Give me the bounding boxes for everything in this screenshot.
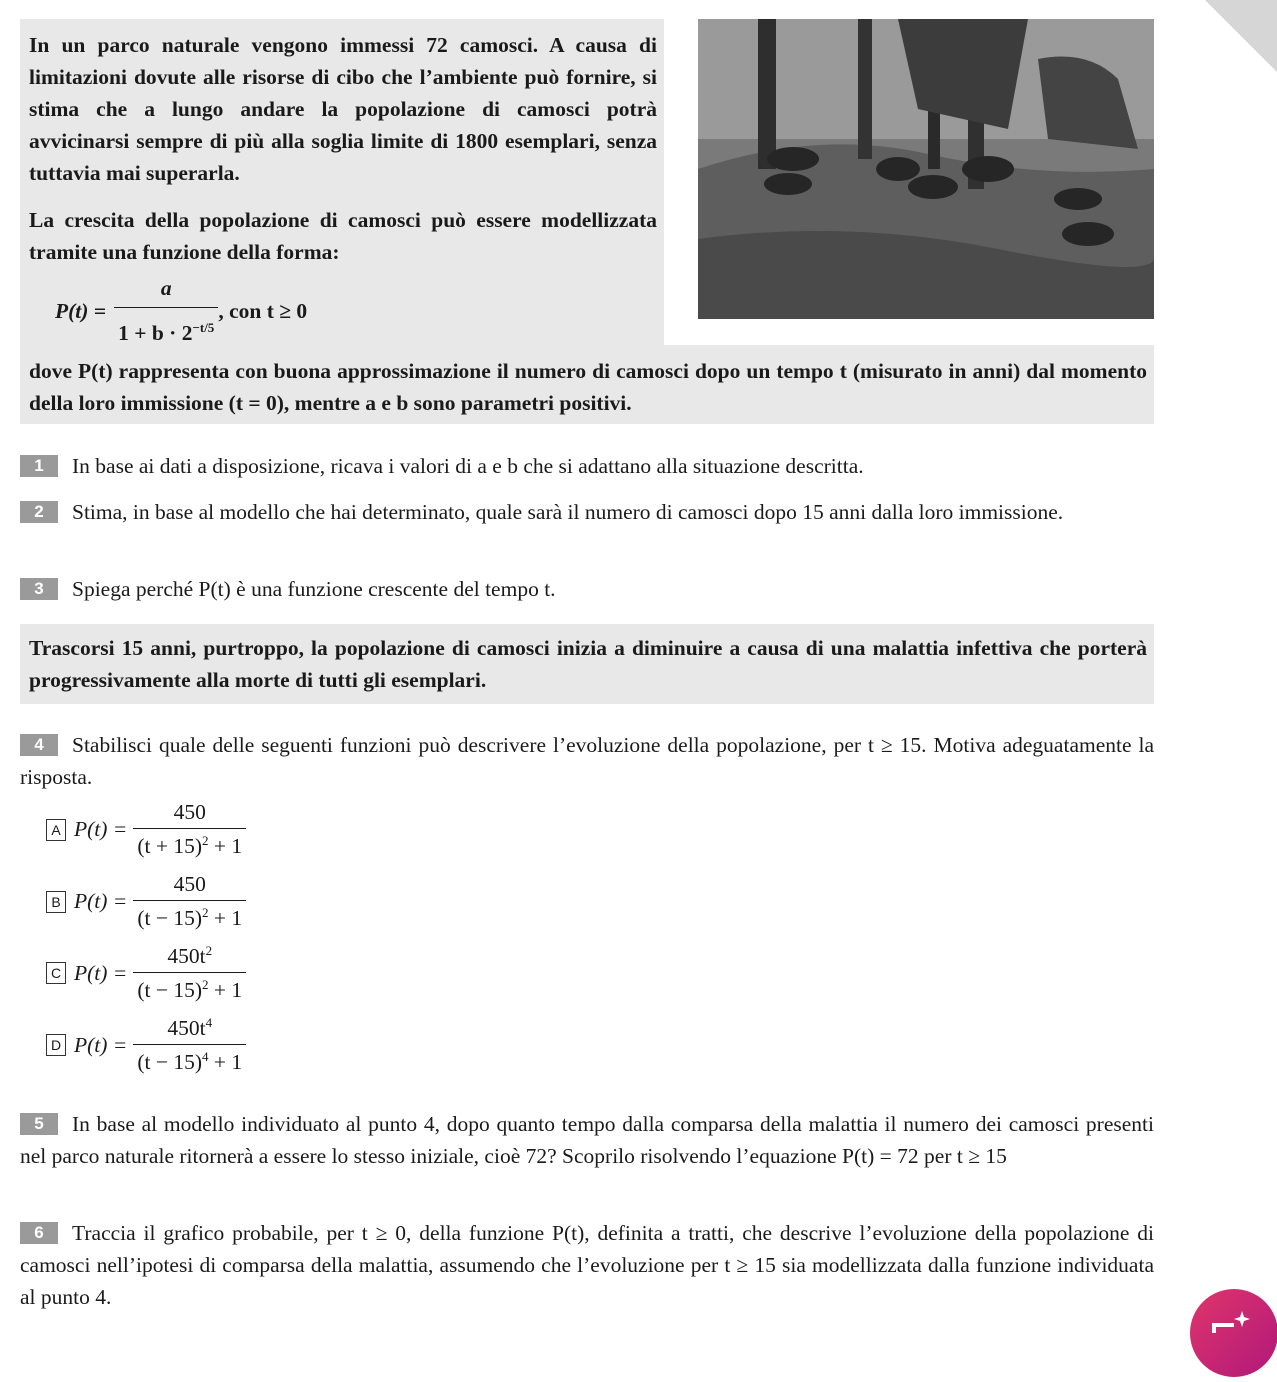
question-number-6: 6	[20, 1222, 58, 1244]
option-b-denominator	[133, 901, 246, 931]
edit-sparkle-icon	[1190, 1289, 1277, 1377]
question-2-text: Stima, in base al modello che hai determinato, quale sarà il numero di camosci dopo 15 anni dalla loro immissione.	[72, 500, 1064, 524]
formula-condition: , con t ≥ 0	[218, 298, 308, 323]
question-1-text: In base ai dati a disposizione, ricava i valori di a e b che si adattano alla situazione descritta.	[72, 454, 864, 478]
option-d-den-tail: + 1	[208, 1050, 243, 1075]
chamois-photo-illustration	[698, 19, 1154, 319]
question-1	[20, 450, 1154, 482]
question-number-4: 4	[20, 734, 58, 756]
option-c-num-base: 450t	[167, 944, 206, 969]
option-d-numerator	[133, 1015, 246, 1045]
option-d-den-base: (t − 15)	[137, 1050, 202, 1075]
option-d-denominator	[133, 1045, 246, 1075]
question-5	[20, 1108, 1154, 1172]
option-a-den-tail: + 1	[208, 834, 243, 859]
option-d-num-base: 450t	[167, 1016, 206, 1041]
option-letter-d: D	[46, 1034, 66, 1056]
option-b-numerator: 450	[133, 872, 246, 901]
option-a[interactable]	[46, 800, 246, 859]
option-c-den-base: (t − 15)	[137, 978, 202, 1003]
intro-paragraph-1: In un parco naturale vengono immessi 72 camosci. A causa di limitazioni dovute alle risorse di cibo che l’ambiente può fornire, si stima che a lungo andare la popolazione di camosci potrà avvicinarsi sempre di più alla soglia limite di 1800 esemplari, senza tuttavia mai superarla.	[29, 33, 657, 185]
option-a-numerator: 450	[133, 800, 246, 829]
option-c-num-exp: 2	[205, 943, 213, 958]
option-a-fraction	[133, 800, 246, 859]
chamois-photo	[698, 19, 1154, 319]
formula-lhs: P(t) =	[55, 298, 107, 323]
option-a-denominator	[133, 829, 246, 859]
question-5-text: In base al modello individuato al punto 4, dopo quanto tempo dalla comparsa della malattia il numero dei camosci presenti nel parco naturale ritornerà a essere lo stesso iniziale, cioè 72? Scoprilo risolvendo l’equazione P(t) = 72 per t ≥ 15	[20, 1112, 1154, 1168]
option-b-lhs: P(t) =	[74, 889, 128, 914]
question-6-text: Traccia il grafico probabile, per t ≥ 0, della funzione P(t), definita a tratti, che descrive l’evoluzione della popolazione di camosci nell’ipotesi di comparsa della malattia, assumendo che l’evoluzione per t ≥ 15 sia modellizzata dalla funzione individuata al punto 4.	[20, 1221, 1154, 1309]
formula-numerator: a	[114, 272, 218, 308]
option-d[interactable]	[46, 1015, 246, 1075]
question-number-1: 1	[20, 455, 58, 477]
option-b-den-base: (t − 15)	[137, 906, 202, 931]
option-c-den-exp: 2	[201, 977, 209, 993]
option-b-fraction	[133, 872, 246, 931]
option-b[interactable]	[46, 872, 246, 931]
formula-den-exponent: −t/5	[192, 320, 215, 335]
option-a-lhs: P(t) =	[74, 817, 128, 842]
option-letter-c: C	[46, 962, 66, 984]
option-c-numerator	[133, 943, 246, 973]
option-a-den-base: (t + 15)	[137, 834, 202, 859]
question-number-2: 2	[20, 501, 58, 523]
formula-fraction	[114, 272, 218, 349]
intro-paragraph-2: La crescita della popolazione di camosci può essere modellizzata tramite una funzione della forma:	[29, 208, 657, 264]
option-d-fraction	[133, 1015, 246, 1075]
question-3-text: Spiega perché P(t) è una funzione crescente del tempo t.	[72, 577, 556, 601]
formula-den-base: 1 + b · 2	[118, 321, 193, 346]
intro-paragraph-3: dove P(t) rappresenta con buona approssimazione il numero di camosci dopo un tempo t (misurato in anni) dal momento della loro immissione (t = 0), mentre a e b sono parametri positivi.	[29, 359, 1147, 415]
question-4-text: Stabilisci quale delle seguenti funzioni può descrivere l’evoluzione della popolazione, per t ≥ 15. Motiva adeguatamente la risposta.	[20, 733, 1154, 789]
option-c-fraction	[133, 943, 246, 1003]
option-d-den-exp: 4	[201, 1049, 209, 1065]
floating-action-button[interactable]	[1190, 1289, 1277, 1377]
option-c-lhs: P(t) =	[74, 960, 128, 985]
option-a-den-exp: 2	[201, 833, 209, 848]
option-d-lhs: P(t) =	[74, 1032, 128, 1057]
option-b-den-tail: + 1	[208, 906, 243, 931]
model-formula	[55, 272, 307, 349]
disease-text: Trascorsi 15 anni, purtroppo, la popolazione di camosci inizia a diminuire a causa di una malattia infettiva che porterà progressivamente alla morte di tutti gli esemplari.	[29, 636, 1147, 692]
option-c-denominator	[133, 973, 246, 1003]
question-4	[20, 729, 1154, 793]
question-6	[20, 1217, 1154, 1313]
question-3	[20, 573, 1154, 605]
option-letter-a: A	[46, 819, 66, 841]
option-d-num-exp: 4	[205, 1015, 213, 1030]
option-c[interactable]	[46, 943, 246, 1003]
question-number-3: 3	[20, 578, 58, 600]
question-number-5: 5	[20, 1113, 58, 1135]
formula-denominator	[114, 308, 218, 349]
page-corner-fold	[1205, 0, 1277, 72]
option-letter-b: B	[46, 891, 66, 913]
question-2	[20, 496, 1154, 528]
option-c-den-tail: + 1	[208, 978, 243, 1003]
option-b-den-exp: 2	[201, 905, 209, 920]
